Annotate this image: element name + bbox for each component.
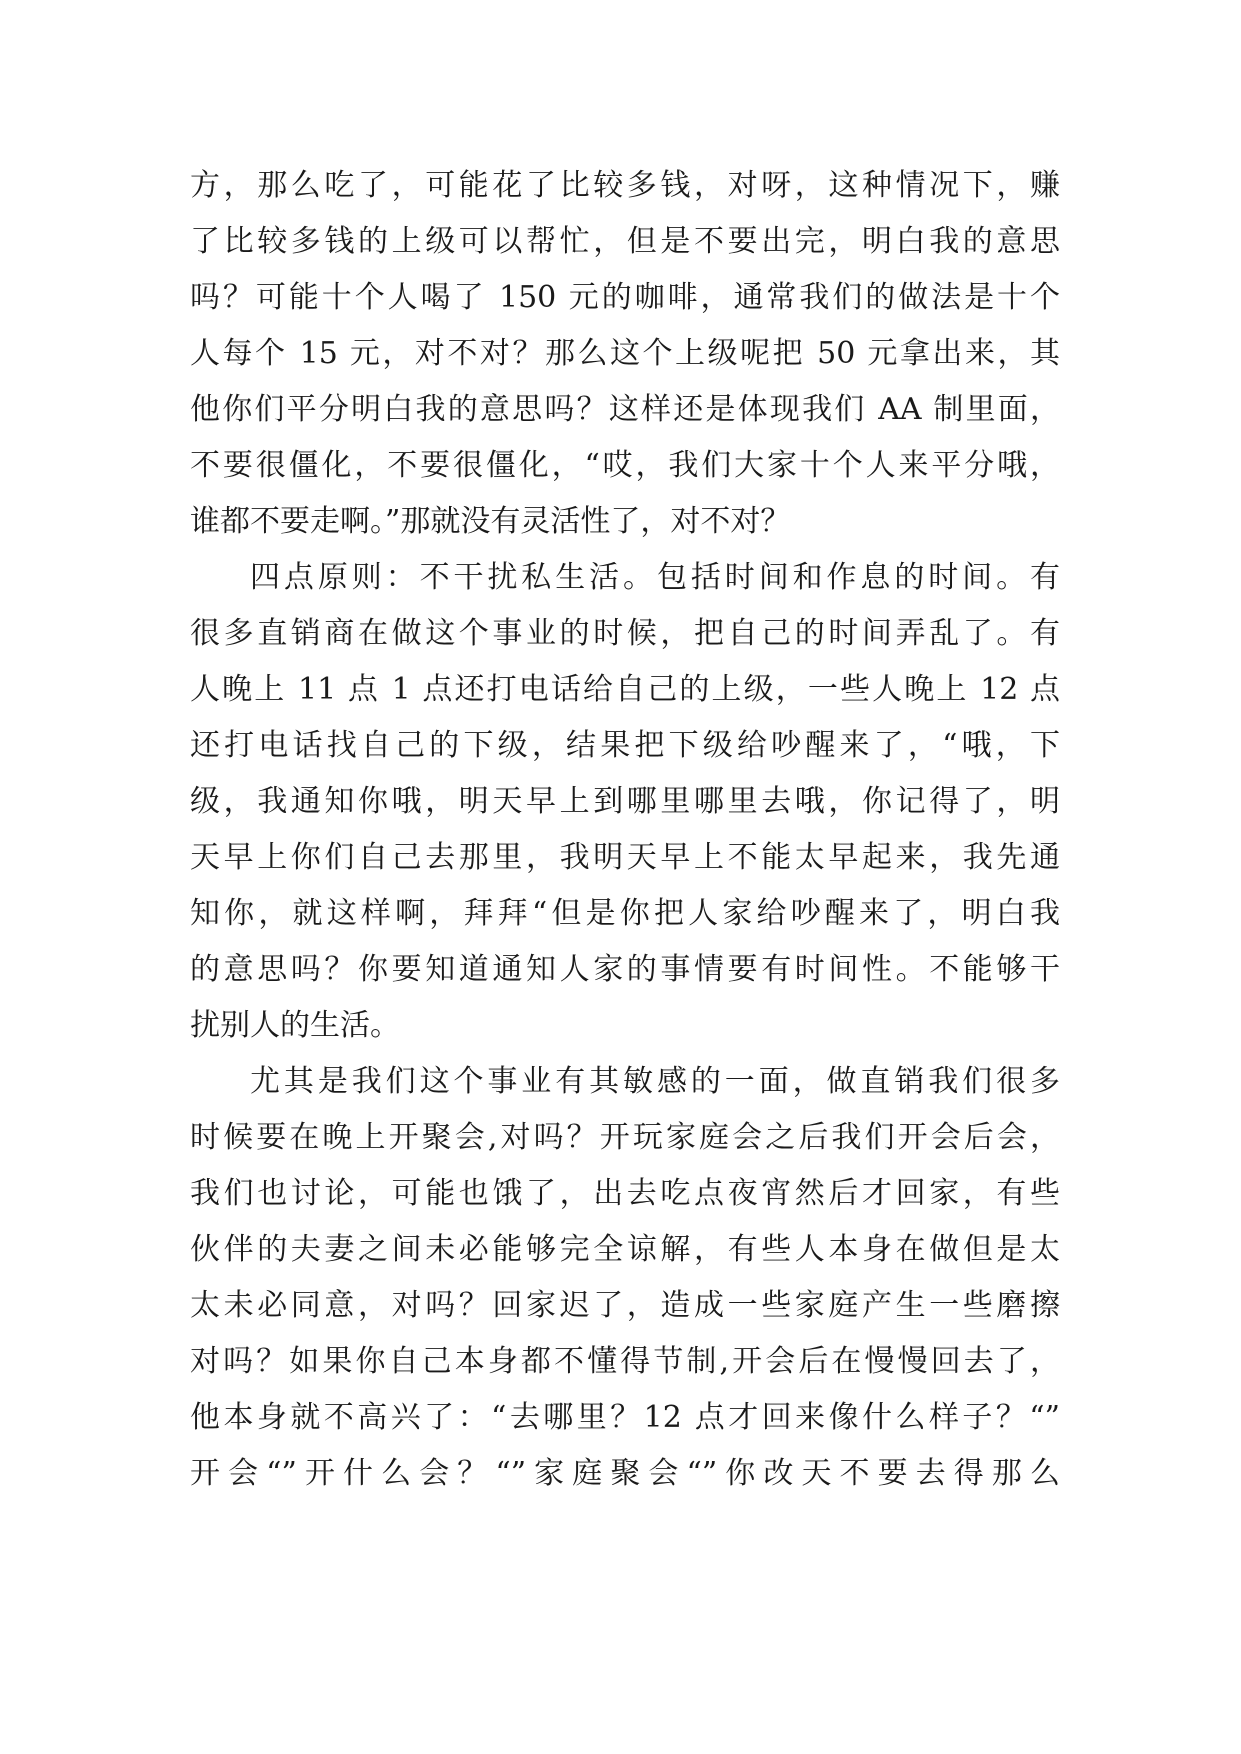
text-line: 谁都不要走啊。”那就没有灵活性了，对不对？ bbox=[190, 504, 791, 539]
text-line: 伙伴的夫妻之间未必能够完全谅解，有些人本身在做但是太 bbox=[190, 1232, 1060, 1267]
text-line: 扰别人的生活。 bbox=[190, 1008, 400, 1043]
text-line: 知你，就这样啊，拜拜“但是你把人家给吵醒来了，明白我 bbox=[190, 896, 1060, 931]
text-line: 人晚上 11 点 1 点还打电话给自己的上级，一些人晚上 12 点 bbox=[190, 672, 1060, 707]
text-line: 的意思吗？你要知道通知人家的事情要有时间性。不能够干 bbox=[190, 952, 1060, 987]
text-line: 天早上你们自己去那里，我明天早上不能太早起来，我先通 bbox=[190, 840, 1060, 875]
text-line: 了比较多钱的上级可以帮忙，但是不要出完，明白我的意思 bbox=[190, 224, 1060, 259]
text-line: 方，那么吃了，可能花了比较多钱，对呀，这种情况下，赚 bbox=[190, 168, 1060, 203]
text-line: 人每个 15 元，对不对？那么这个上级呢把 50 元拿出来，其 bbox=[190, 336, 1060, 371]
text-line: 对吗？如果你自己本身都不懂得节制,开会后在慢慢回去了， bbox=[190, 1344, 1060, 1379]
text-line: 还打电话找自己的下级，结果把下级给吵醒来了，“哦，下 bbox=[190, 728, 1060, 763]
body-text bbox=[190, 158, 1060, 1502]
text-line: 不要很僵化，不要很僵化，“哎，我们大家十个人来平分哦， bbox=[190, 448, 1060, 483]
text-line: 他本身就不高兴了：“去哪里？12 点才回来像什么样子？“” bbox=[190, 1400, 1060, 1435]
text-line: 我们也讨论，可能也饿了，出去吃点夜宵然后才回家，有些 bbox=[190, 1176, 1060, 1211]
text-line: 他你们平分明白我的意思吗？这样还是体现我们 AA 制里面， bbox=[190, 392, 1060, 427]
text-line: 尤其是我们这个事业有其敏感的一面，做直销我们很多 bbox=[250, 1064, 1060, 1099]
text-line: 级，我通知你哦，明天早上到哪里哪里去哦，你记得了，明 bbox=[190, 784, 1060, 819]
text-line: 时候要在晚上开聚会,对吗？开玩家庭会之后我们开会后会， bbox=[190, 1120, 1060, 1155]
text-line: 太未必同意，对吗？回家迟了，造成一些家庭产生一些磨擦 bbox=[190, 1288, 1060, 1323]
text-line: 开会“”开什么会？“”家庭聚会“”你改天不要去得那么 bbox=[190, 1456, 1060, 1491]
text-line: 很多直销商在做这个事业的时候，把自己的时间弄乱了。有 bbox=[190, 616, 1060, 651]
text-line: 吗？可能十个人喝了 150 元的咖啡，通常我们的做法是十个 bbox=[190, 280, 1060, 315]
text-line: 四点原则：不干扰私生活。包括时间和作息的时间。有 bbox=[250, 560, 1060, 595]
